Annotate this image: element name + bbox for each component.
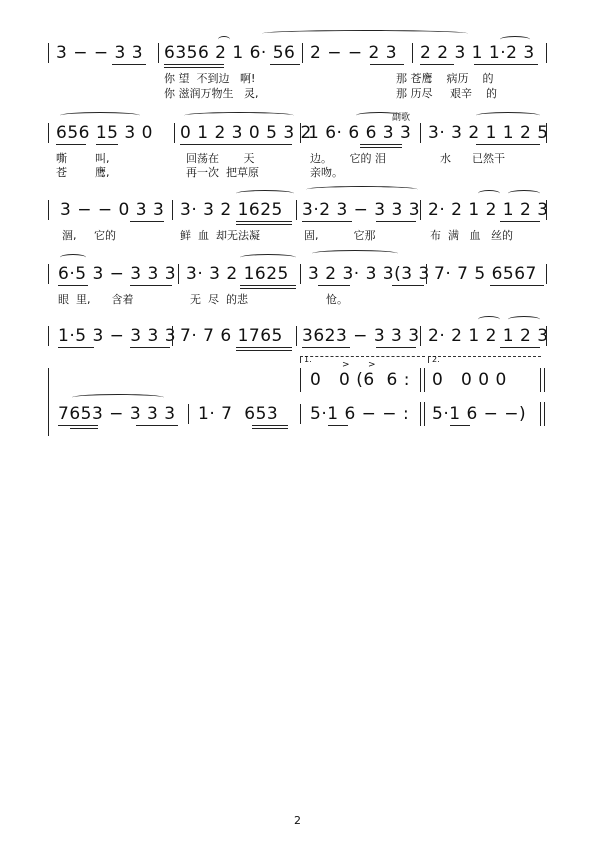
barline xyxy=(48,404,49,424)
volta-1-label: 1. xyxy=(304,355,312,364)
underline xyxy=(236,347,292,348)
upper-measure-2: 0 0 0 0 xyxy=(432,370,507,390)
lyrics-2-v1-m2: 回荡在 天 xyxy=(186,152,255,165)
underline xyxy=(164,64,224,65)
measure-1-4: 2 2 3 1 1·2 3 xyxy=(420,43,535,63)
measure-3-1: 3 − − 0 3 3 xyxy=(60,200,165,220)
underline xyxy=(58,285,88,286)
slur xyxy=(306,186,418,193)
lyrics-2-v2-m1: 苍 鹰, xyxy=(56,166,110,179)
lyrics-3-m3: 固, 它那 xyxy=(304,229,376,242)
underline xyxy=(58,425,98,426)
slur xyxy=(240,254,296,261)
barline xyxy=(296,200,297,220)
underline xyxy=(180,144,292,145)
measure-4-1: 6·5 3 − 3 3 3 xyxy=(58,264,177,284)
underline xyxy=(360,144,402,145)
underline xyxy=(56,144,86,145)
underline xyxy=(302,347,350,348)
underline xyxy=(302,221,352,222)
measure-6-4: 5·1 6 − −) xyxy=(432,404,527,424)
slur xyxy=(60,112,140,119)
lyrics-1-v2-m4: 那 历尽 艰辛 的 xyxy=(396,87,497,100)
measure-6-2: 1· 7 653 xyxy=(198,404,279,424)
underline xyxy=(328,425,348,426)
underline xyxy=(236,224,292,225)
lyrics-2-v1-m3: 边。 它的 泪 xyxy=(310,152,386,165)
lyrics-3-m4: 布 满 血 丝的 xyxy=(430,229,513,242)
barline xyxy=(546,200,547,220)
barline xyxy=(296,326,297,346)
measure-6-3: 5·1 6 − − : xyxy=(310,404,410,424)
lyrics-2-v2-m2: 再一次 把草原 xyxy=(186,166,259,179)
barline xyxy=(420,123,421,143)
lyrics-2-v1-m4: 水 已然干 xyxy=(440,152,505,165)
underline xyxy=(376,347,416,348)
barline xyxy=(546,264,547,284)
measure-2-2: 0 1 2 3 0 5 3 2 xyxy=(180,123,312,143)
underline xyxy=(474,64,538,65)
underline xyxy=(318,285,350,286)
lyrics-4-m2: 无 尽 的悲 xyxy=(190,293,248,306)
barline xyxy=(420,200,421,220)
volta-2-label: 2. xyxy=(432,355,440,364)
underline xyxy=(392,285,424,286)
slur xyxy=(508,190,540,197)
barline xyxy=(158,43,159,63)
barline xyxy=(546,43,547,63)
lyrics-2-v2-m3: 亲吻。 xyxy=(310,166,343,179)
barline xyxy=(300,123,301,143)
barline xyxy=(178,264,179,284)
barline xyxy=(300,264,301,284)
final-barline xyxy=(540,402,541,426)
underline xyxy=(70,428,98,429)
repeat-barline xyxy=(420,368,421,392)
barline xyxy=(48,123,49,143)
barline xyxy=(546,123,547,143)
slur xyxy=(184,112,294,119)
underline xyxy=(236,350,292,351)
measure-3-4: 2· 2 1 2 1 2 3 xyxy=(428,200,549,220)
underline xyxy=(58,347,94,348)
barline xyxy=(412,43,413,63)
slur xyxy=(236,190,294,197)
measure-4-4: 7· 7 5 6567 xyxy=(434,264,537,284)
fuge-label: 副歌 xyxy=(392,113,411,123)
lyrics-4-m3: 怆。 xyxy=(326,293,348,306)
measure-3-2: 3· 3 2 1625 xyxy=(180,200,283,220)
accent-mark: > xyxy=(342,360,350,370)
underline xyxy=(360,147,402,148)
underline xyxy=(130,221,164,222)
volta-1-bracket xyxy=(300,356,425,363)
barline xyxy=(48,264,49,284)
underline xyxy=(490,285,544,286)
barline xyxy=(300,404,301,424)
underline xyxy=(240,285,296,286)
system-bracket xyxy=(48,368,49,436)
measure-1-3: 2 − − 2 3 xyxy=(310,43,398,63)
underline xyxy=(96,144,118,145)
slur xyxy=(508,316,540,323)
measure-5-2: 7· 7 6 1765 xyxy=(180,326,283,346)
slur xyxy=(500,36,530,43)
measure-2-1: 656 15 3 0 xyxy=(56,123,153,143)
underline xyxy=(420,64,454,65)
barline xyxy=(302,43,303,63)
underline xyxy=(476,144,540,145)
slur xyxy=(218,36,230,43)
underline xyxy=(500,347,540,348)
underline xyxy=(136,425,178,426)
measure-6-1: 7653 − 3 3 3 xyxy=(58,404,176,424)
barline xyxy=(48,43,49,63)
barline xyxy=(48,326,49,346)
accent-mark: > xyxy=(368,360,376,370)
lyrics-1-v2-m2: 你 滋润万物生 灵, xyxy=(164,87,259,100)
barline xyxy=(300,368,301,392)
underline xyxy=(252,428,288,429)
underline xyxy=(500,221,540,222)
lyrics-1-v1-m4: 那 苍鹰 病历 的 xyxy=(396,72,494,85)
repeat-barline xyxy=(420,402,421,426)
measure-5-4: 2· 2 1 2 1 2 3 xyxy=(428,326,549,346)
slur xyxy=(312,250,398,257)
measure-2-4: 3· 3 2 1 1 2 5 xyxy=(428,123,549,143)
barline xyxy=(174,123,175,143)
underline xyxy=(112,64,146,65)
slur xyxy=(478,316,500,323)
measure-1-1: 3 − − 3 3 xyxy=(56,43,144,63)
slur xyxy=(478,190,500,197)
measure-1-2: 6356 2 1 6· 56 xyxy=(164,43,296,63)
underline xyxy=(270,64,300,65)
underline xyxy=(240,288,296,289)
volta-2-bracket xyxy=(428,356,541,363)
lyrics-2-v1-m1: 嘶 叫, xyxy=(56,152,110,165)
underline xyxy=(252,425,288,426)
slur xyxy=(476,112,540,119)
slur xyxy=(72,394,164,401)
measure-5-1: 1·5 3 − 3 3 3 xyxy=(58,326,177,346)
measure-5-3: 3623 − 3 3 3 xyxy=(302,326,420,346)
barline xyxy=(172,200,173,220)
underline xyxy=(370,64,404,65)
barline xyxy=(546,326,547,346)
barline xyxy=(188,404,189,424)
lyrics-3-m2: 鲜 血 却无法凝 xyxy=(180,229,260,242)
measure-3-3: 3·2 3 − 3 3 3 xyxy=(302,200,421,220)
slur xyxy=(262,30,468,37)
lyrics-1-v1-m2: 你 望 不到边 啊! xyxy=(164,72,256,85)
final-barline xyxy=(540,368,541,392)
barline xyxy=(48,200,49,220)
underline xyxy=(376,221,416,222)
underline xyxy=(130,285,172,286)
measure-2-3: 1 6· 6 6 3 3 xyxy=(308,123,412,143)
barline xyxy=(420,326,421,346)
underline xyxy=(164,67,224,68)
slur xyxy=(356,112,402,119)
lyrics-3-m1: 涸, 它的 xyxy=(62,229,116,242)
measure-4-2: 3· 3 2 1625 xyxy=(186,264,289,284)
underline xyxy=(450,425,470,426)
lyrics-4-m1: 眼 里, 含着 xyxy=(58,293,134,306)
upper-measure-1: 0 0 (6 6 : xyxy=(310,370,410,390)
page-number: 2 xyxy=(294,814,301,827)
measure-4-3: 3 2 3· 3 3(3 3 xyxy=(308,264,430,284)
underline xyxy=(130,347,170,348)
barline xyxy=(426,264,427,284)
slur xyxy=(60,254,86,261)
underline xyxy=(236,221,292,222)
barline xyxy=(172,326,173,346)
